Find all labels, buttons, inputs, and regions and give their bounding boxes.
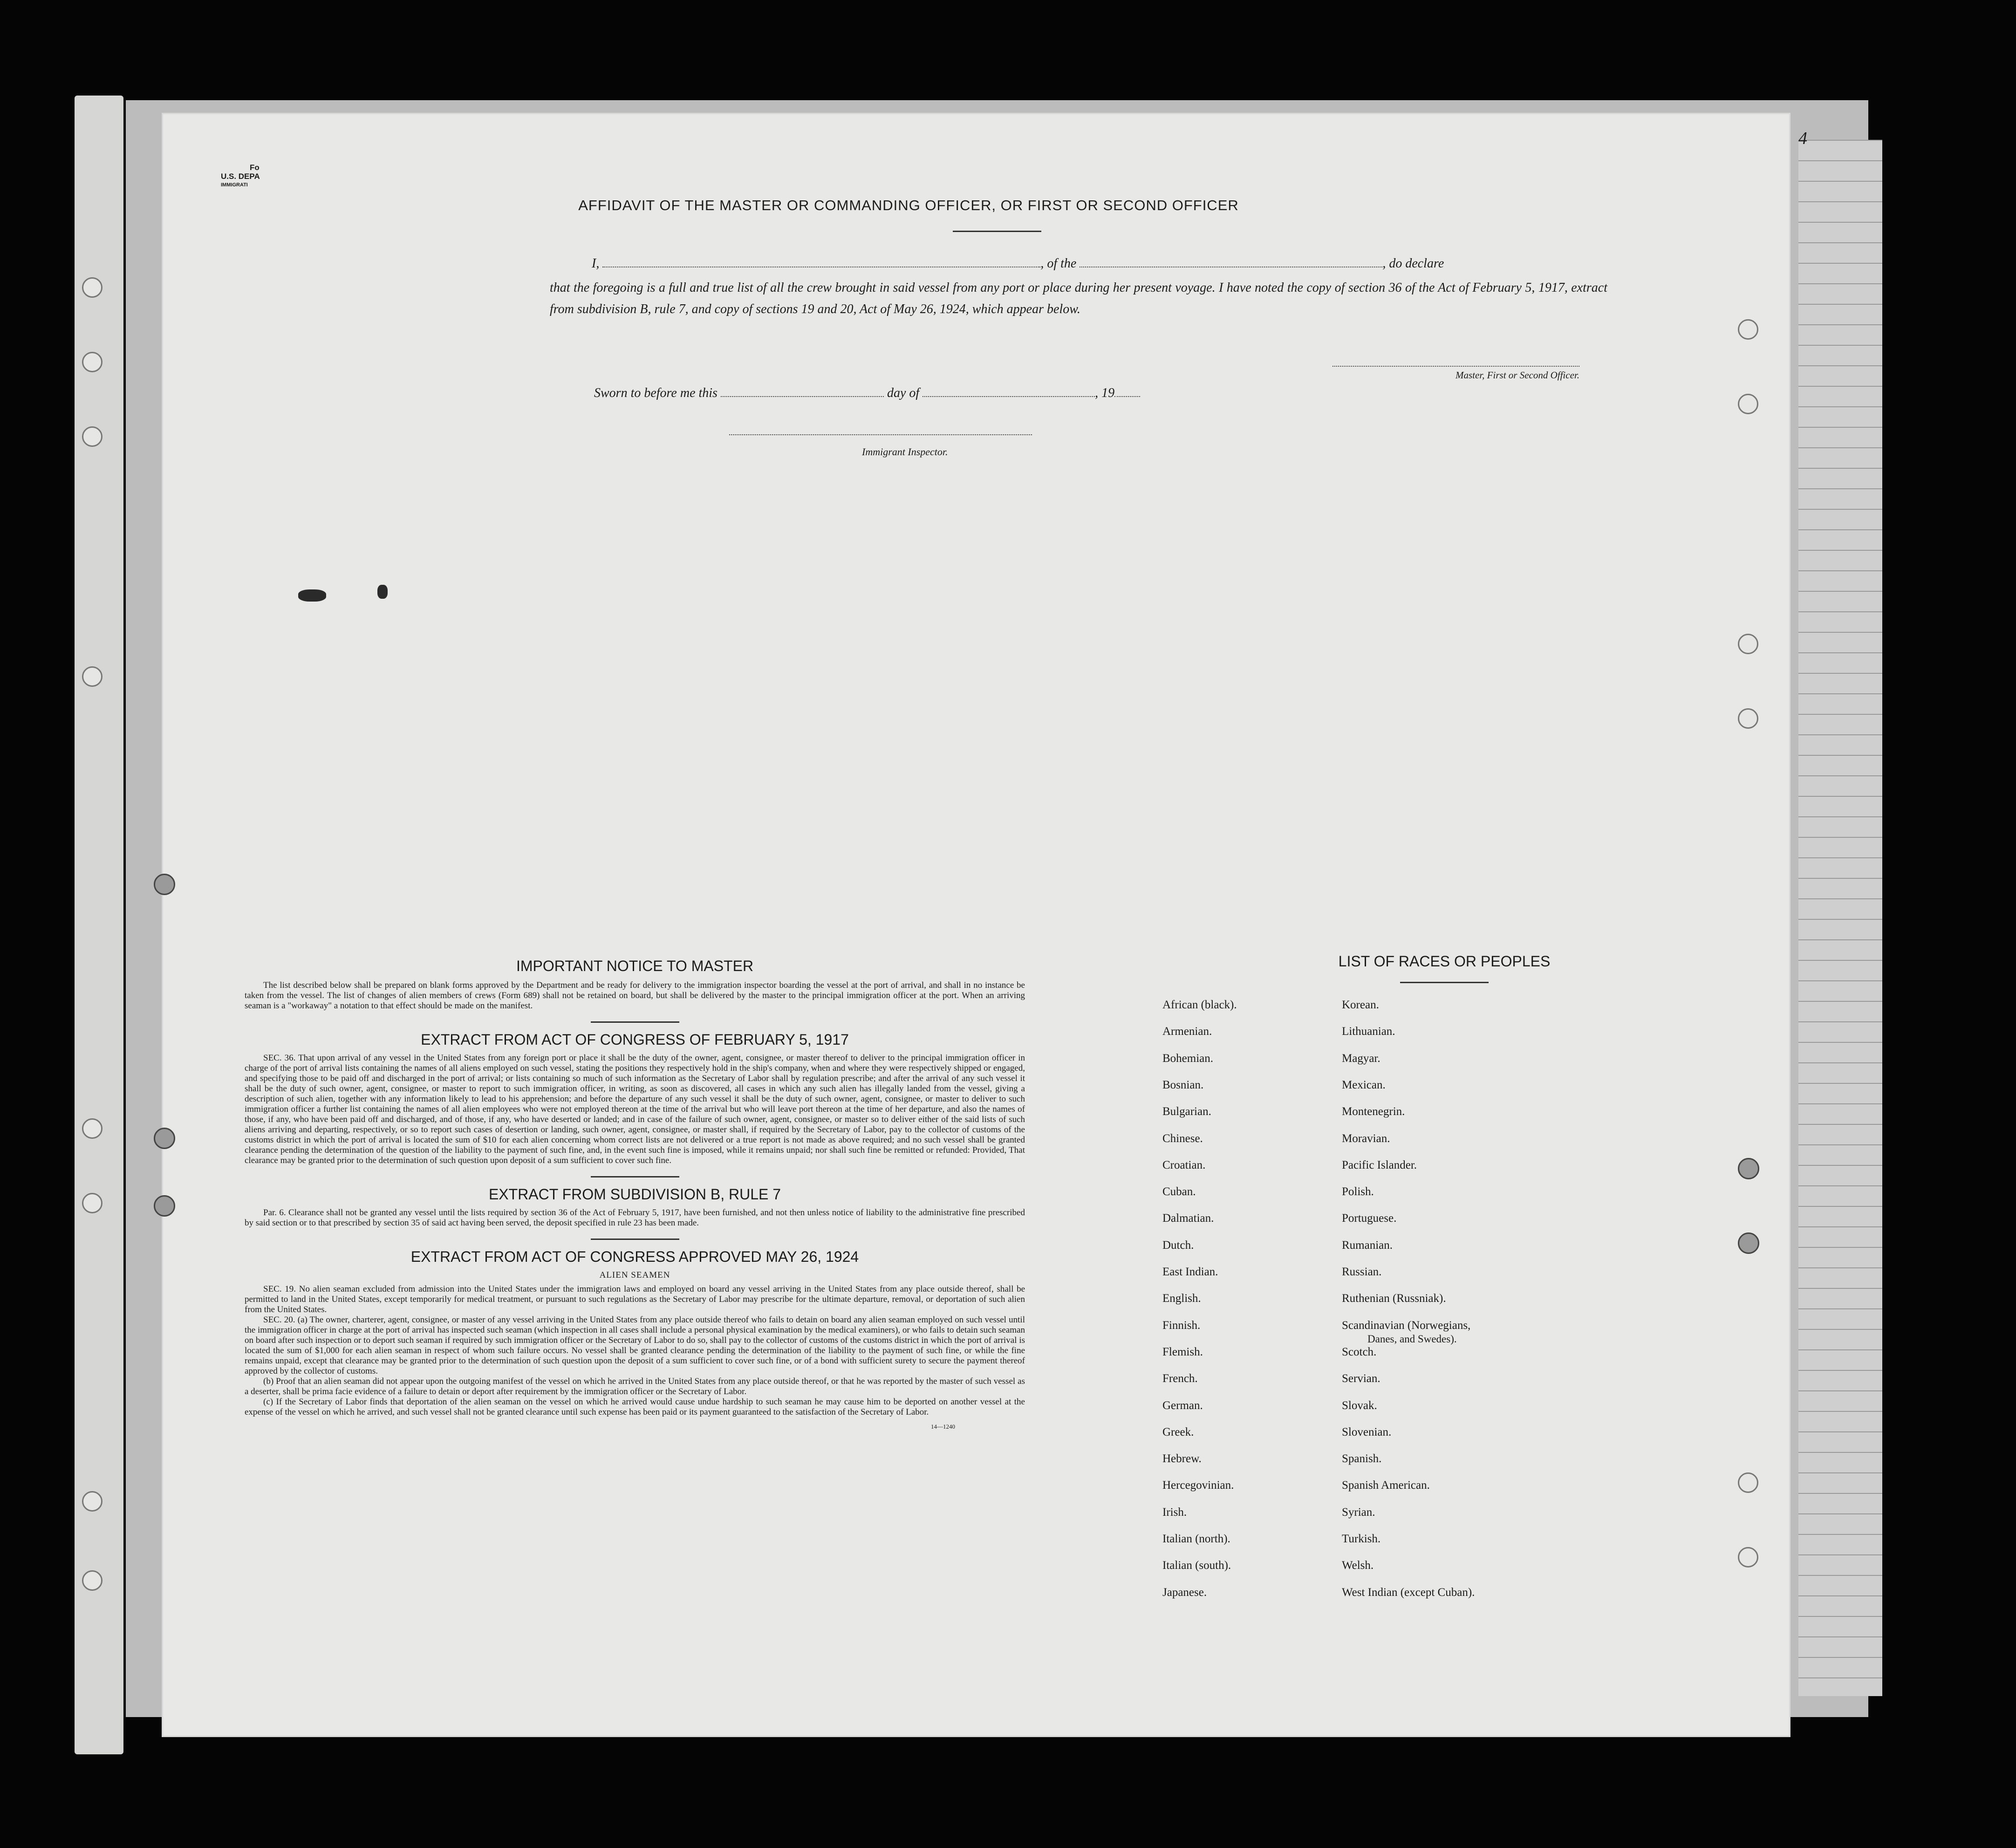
crew-manifest-back-page <box>163 114 1807 1736</box>
race-entry: Russian. <box>1342 1266 1382 1278</box>
race-entry: Montenegrin. <box>1342 1105 1405 1118</box>
punch-hole <box>1738 1472 1758 1493</box>
punch-hole <box>1738 634 1758 654</box>
punch-hole <box>1738 319 1758 340</box>
race-entry: Pacific Islander. <box>1342 1158 1417 1171</box>
race-entry: Servian. <box>1342 1372 1380 1385</box>
day-blank <box>721 396 884 397</box>
ink-stain <box>298 589 326 602</box>
bureau-line: IMMIGRATI <box>221 182 248 188</box>
department-header <box>221 163 260 190</box>
race-entry: French. <box>1162 1372 1198 1385</box>
punch-hole <box>154 874 175 895</box>
race-entry: Irish. <box>1162 1506 1187 1519</box>
punch-hole <box>1738 1158 1759 1179</box>
extract-1917-title: EXTRACT FROM ACT OF CONGRESS OF FEBRUARY 5, 1917 <box>421 1031 849 1048</box>
extract-1917-body: SEC. 36. That upon arrival of any vessel in the United States from any foreign port or place it shall be the duty of the owner, agent, consignee, or master thereof to deliver to the principal immigration officer in charge of the port of arrival lists containing the names of all aliens employed on such vessel, stating the positions they respectively hold in the ship's company, when and where they were respectively shipped or engaged, and specifying those to be paid off and discharged in the port of arrival; or lists containing so much of such information as the Secretary of Labor shall by regulation prescribe; and after the arrival of any such vessel it shall be the duty of such owner, agent, consignee, or master to report to such immigration officer, in writing, as soon as discovered, all cases in which any such alien has illegally landed from the vessel, giving a description of such alien, together with any information likely to lead to his apprehension; and before the departure of any such vessel it shall be the duty of such owner, agent, consignee, or master to deliver to such immigration officer a further list containing the names of all alien employees who were not employed thereon at the time of the arrival but who will leave port thereon at the time of her departure, and also the names of those, if any, who have been paid off and discharged, and of those, if any, who have deserted or landed; and in case of the failure of such owner, agent, consignee, or master so to deliver either of the said lists of such aliens arriving and departing, respectively, or so to report such cases of desertion or landing, such owner, agent, consignee, or master shall, if required by the Secretary of Labor, pay to the collector of customs of the customs district in which the port of arrival is located the sum of $10 for each alien concerning whom correct lists are not delivered or a true report is not made as above required; and no such vessel shall be granted clearance pending the determination of the question of the liability to the payment of such fine, and, in the event such fine is imposed, while it remains unpaid; nor shall such fine be remitted or refunded: Provided, That clearance may be granted prior to the determination of such question upon deposit of a sum sufficient to cover such fine. <box>245 1053 1025 1165</box>
race-entry: Hercegovinian. <box>1162 1479 1234 1492</box>
department-line: U.S. DEPA <box>221 172 260 181</box>
race-entry: Lithuanian. <box>1342 1025 1395 1038</box>
binder-hole <box>82 1570 103 1591</box>
race-entry: Greek. <box>1162 1425 1194 1438</box>
punch-hole <box>1738 1547 1758 1567</box>
declaration-line <box>592 256 1607 271</box>
race-entry: Slovenian. <box>1342 1425 1392 1438</box>
extract-1924-title: EXTRACT FROM ACT OF CONGRESS APPROVED MAY 26, 1924 <box>410 1248 859 1265</box>
binder-hole <box>82 426 103 447</box>
alien-seamen-subtitle: ALIEN SEAMEN <box>599 1270 670 1280</box>
race-entry-continuation: Danes, and Swedes). <box>1367 1333 1457 1345</box>
affidavit-body: that the foregoing is a full and true list of all the crew brought in said vessel from any port or place during her present voyage. I have noted the copy of section 36 of the Act of February 5, 1917, extract from subdivision B, rule 7, and copy of sections 19 and 20, Act of May 26, 1924, which appear below. <box>550 281 1607 316</box>
binder-hole <box>82 1118 103 1139</box>
legal-notices-column <box>245 958 1025 1430</box>
sec20c-body: (c) If the Secretary of Labor finds that deportation of the alien seaman on the vessel on which he arrived would cause undue hardship to such seaman he may cause him to be deported on another vessel at the expense of the vessel on which he arrived, and such vessel shall not be granted clearance until such expense has been paid or its payment guaranteed to the satisfaction of the Secretary of Labor. <box>245 1397 1025 1417</box>
race-entry: Bulgarian. <box>1162 1105 1211 1118</box>
race-entry: Scandinavian (Norwegians, <box>1342 1319 1471 1332</box>
race-entry: Syrian. <box>1342 1506 1375 1519</box>
punch-hole <box>154 1195 175 1217</box>
rule7-body: Par. 6. Clearance shall not be granted any vessel until the lists required by section 36 of the Act of February 5, 1917, have been furnished, and not then unless notice of liability to the administrative fine prescribed by said section or to that prescribed by section 35 of said act having been served, the deposit specified in rule 23 has been made. <box>245 1208 1025 1228</box>
race-entry: African (black). <box>1162 999 1237 1011</box>
race-entry: Rumanian. <box>1342 1239 1393 1252</box>
race-entry: Cuban. <box>1162 1185 1196 1198</box>
race-entry: English. <box>1162 1292 1201 1305</box>
form-number: 14—1240 <box>931 1423 955 1430</box>
title-rule <box>953 231 1041 232</box>
race-entry: Portuguese. <box>1342 1212 1397 1225</box>
races-title-rule <box>1400 982 1489 983</box>
signature-label: Master, First or Second Officer. <box>1456 370 1579 381</box>
race-entry: Spanish. <box>1342 1452 1382 1465</box>
section-rule <box>591 1021 679 1023</box>
affidavit-title: AFFIDAVIT OF THE MASTER OR COMMANDING OFFICER, OR FIRST OR SECOND OFFICER <box>578 197 1239 213</box>
inspector-signature-line <box>729 434 1032 435</box>
race-entry: Magyar. <box>1342 1052 1380 1065</box>
ruled-backing-sheet <box>1798 140 1882 1696</box>
race-entry: Spanish American. <box>1342 1479 1430 1492</box>
punch-hole <box>1738 394 1758 414</box>
declare-end: , do declare <box>1382 256 1444 271</box>
race-entry: West Indian (except Cuban). <box>1342 1586 1475 1599</box>
race-entry: Turkish. <box>1342 1533 1381 1545</box>
race-entry: Bohemian. <box>1162 1052 1214 1065</box>
punch-hole <box>154 1128 175 1149</box>
binder-hole <box>82 1491 103 1512</box>
race-entry: Italian (south). <box>1162 1559 1231 1572</box>
race-entry: Polish. <box>1342 1185 1374 1198</box>
race-entry: Moravian. <box>1342 1132 1390 1145</box>
race-entry: Hebrew. <box>1162 1452 1202 1465</box>
race-entry: Ruthenian (Russniak). <box>1342 1292 1446 1305</box>
race-entry: Japanese. <box>1162 1586 1207 1599</box>
sec20b-body: (b) Proof that an alien seaman did not appear upon the outgoing manifest of the vessel on which he arrived in the United States from any place outside thereof, or that he was reported by the master of such vessel as a deserter, shall be prima facie evidence of a failure to detain or deport after requirement by the immigration officer or the Secretary of Labor. <box>245 1376 1025 1396</box>
race-entry: Dutch. <box>1162 1239 1194 1252</box>
race-entry: Armenian. <box>1162 1025 1212 1038</box>
races-title: LIST OF RACES OR PEOPLES <box>1338 953 1551 970</box>
rule7-title: EXTRACT FROM SUBDIVISION B, RULE 7 <box>488 1186 781 1203</box>
notice-title: IMPORTANT NOTICE TO MASTER <box>516 958 754 974</box>
binder-hole <box>82 666 103 687</box>
race-entry: Chinese. <box>1162 1132 1203 1145</box>
section-rule <box>591 1176 679 1177</box>
sec20a-body: SEC. 20. (a) The owner, charterer, agent, consignee, or master of any vessel arriving in the United States from any place outside thereof who fails to detain on board any alien seaman employed on such vessel until the immigration officer in charge at the port of arrival has inspected such seaman (which inspection in all cases shall include a personal physical examination by the medical examiners), or who fails to detain such seaman on board after such inspection or to deport such seaman if required by such immigration officer or the Secretary of Labor to do so, shall pay to the collector of customs of the customs district in which the port of arrival is located the sum of $1,000 for each alien seaman in respect of whom such failure occurs. No vessel shall be granted clearance pending the determination of the liability to the payment of such fine, or while the fine remains unpaid, except that clearance may be granted prior to the determination of such question upon the deposit of a sum sufficient to cover such fine, or of a bond with sufficient surety to secure the payment thereof approved by the collector of customs. <box>245 1315 1025 1376</box>
sec19-body: SEC. 19. No alien seaman excluded from admission into the United States under the immigration laws and employed on board any vessel arriving in the United States from any place outside thereof, shall be permitted to land in the United States, except temporarily for medical treatment, or pursuant to such regulations as the Secretary of Labor may prescribe for the ultimate departure, removal, or deportation of such alien from the United States. <box>245 1284 1025 1314</box>
punch-hole <box>1738 708 1758 729</box>
race-entry: Croatian. <box>1162 1158 1206 1171</box>
notice-body: The list described below shall be prepared on blank forms approved by the Department and be ready for delivery to the immigration inspector boarding the vessel at the port of arrival, and shall in no instance be taken from the vessel. The list of changes of alien members of crews (Form 689) shall not be retained on board, but shall be delivered by the master to the principal immigration officer at the port. When an arriving seaman is a "workaway" a notation to that effect should be made on the manifest. <box>245 980 1025 1011</box>
declare-mid: , of the <box>1040 256 1077 271</box>
sworn-year-label: , 19 <box>1095 386 1115 400</box>
sworn-line <box>594 386 1433 401</box>
race-entry: Italian (north). <box>1162 1533 1230 1545</box>
page-mark: 4 <box>1798 129 1807 148</box>
race-entry: Bosnian. <box>1162 1078 1204 1091</box>
race-entry: Korean. <box>1342 999 1379 1011</box>
race-entry: East Indian. <box>1162 1266 1218 1278</box>
race-entry: Flemish. <box>1162 1345 1203 1358</box>
section-rule <box>591 1239 679 1240</box>
race-entry: German. <box>1162 1399 1203 1412</box>
binder-hole <box>82 277 103 298</box>
form-corner-fragment: Fo <box>250 163 260 172</box>
punch-hole <box>1738 1232 1759 1254</box>
declare-start: I, <box>592 256 600 271</box>
race-entry: Finnish. <box>1162 1319 1201 1332</box>
year-blank <box>1114 396 1140 397</box>
race-entry: Slovak. <box>1342 1399 1377 1412</box>
binder-hole <box>82 352 103 372</box>
inspector-label: Immigrant Inspector. <box>862 446 948 458</box>
race-entry: Welsh. <box>1342 1559 1374 1572</box>
ink-stain <box>377 585 388 599</box>
race-entry: Dalmatian. <box>1162 1212 1214 1225</box>
race-entry: Mexican. <box>1342 1078 1386 1091</box>
signature-line <box>1333 366 1579 367</box>
month-blank <box>923 396 1095 397</box>
race-entry: Scotch. <box>1342 1345 1377 1358</box>
binder-hole <box>82 1193 103 1213</box>
sworn-prefix: Sworn to before me this <box>594 386 718 400</box>
sworn-day-label: day of <box>887 386 920 400</box>
